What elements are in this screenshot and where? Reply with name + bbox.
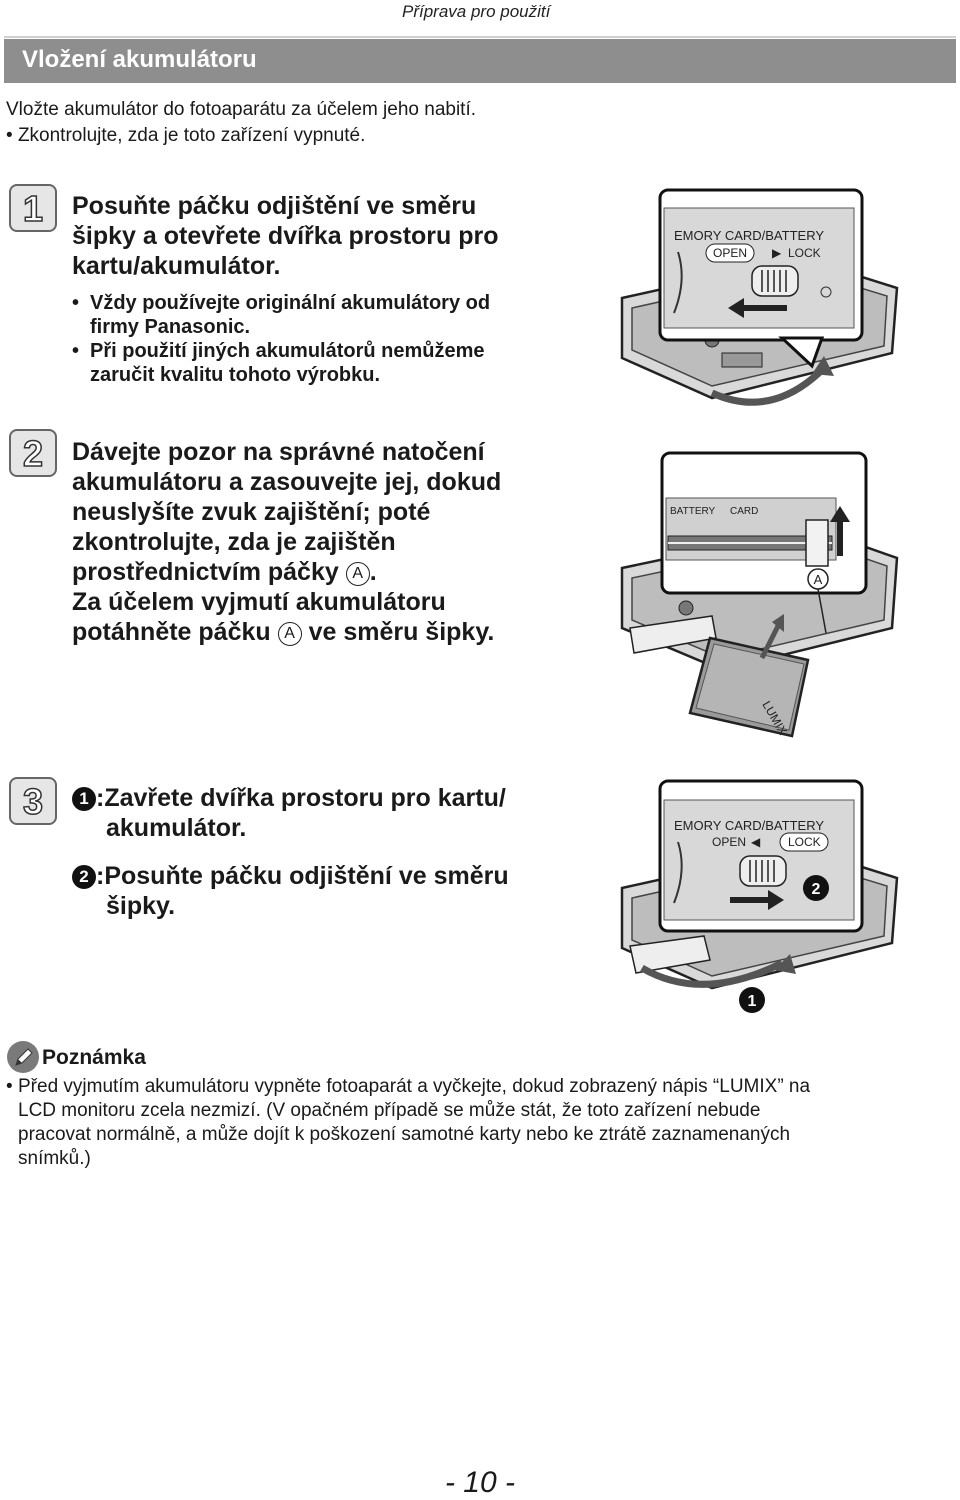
step-3-icon: [8, 776, 58, 826]
battery-brand: LUMIX: [759, 698, 790, 738]
marker-a: A: [346, 562, 370, 586]
open-label: OPEN: [713, 246, 748, 260]
bullet-text: Při použití jiných akumulátorů nemůžeme: [90, 340, 485, 362]
step-1-illustration: [612, 188, 912, 418]
note-text: Před vyjmutím akumulátoru vypněte fotoaparát a vyčkejte, dokud zobrazený nápis “LUMIX” na: [18, 1076, 811, 1097]
step-2-line: [72, 557, 501, 587]
bullet-text: zaručit kvalitu tohoto výrobku.: [90, 364, 381, 386]
step-2-line: Dávejte pozor na správné natočení: [72, 438, 485, 466]
marker-2: 2: [811, 881, 821, 898]
step-1-bullets: [72, 291, 490, 387]
list-item: [72, 363, 490, 387]
open-label: OPEN: [712, 835, 747, 849]
lock-label: LOCK: [788, 835, 821, 849]
marker-a: A: [813, 572, 823, 587]
illustration-label: EMORY CARD/BATTERY: [674, 228, 825, 243]
list-item: [72, 783, 509, 843]
step-2-text: [72, 437, 501, 647]
step-3-item-number: 1: [72, 787, 96, 811]
step-2-line: neuslyšíte zvuk zajištění; poté: [72, 498, 431, 526]
page-number: - 10 -: [444, 1466, 516, 1499]
step-3-item-line: :Posuňte páčku odjištění ve směru: [96, 862, 509, 890]
step-1-icon: [8, 183, 58, 233]
note-text: snímků.): [18, 1148, 91, 1169]
intro-line: Vložte akumulátor do fotoaparátu za účelem jeho nabití.: [6, 99, 477, 120]
section-header: Příprava pro použití: [402, 2, 551, 21]
note-heading: Poznámka: [42, 1046, 146, 1069]
note-line: [6, 1147, 954, 1171]
step-2-line-text: prostřednictvím páčky: [72, 558, 339, 586]
step-3-item-text: [96, 861, 509, 921]
note-icon: [6, 1040, 40, 1074]
list-item: [72, 315, 490, 339]
step-2-line-text: .: [369, 558, 377, 586]
step-1-number: 1: [22, 188, 44, 229]
step-3-item-line: šipky.: [106, 892, 176, 920]
step-3-illustration: [612, 778, 912, 1018]
list-item: • Vždy používejte originální akumulátory od: [72, 292, 491, 314]
step-1-title: [72, 191, 499, 281]
note-text: pracovat normálně, a může dojít k poškození samotné karty nebo ke ztrátě zaznamenaných: [18, 1124, 791, 1145]
note-line: • Před vyjmutím akumulátoru vypněte fotoaparát a vyčkejte, dokud zobrazený nápis “LUMIX” na: [6, 1076, 811, 1097]
note-line: [6, 1099, 954, 1123]
step-2-illustration: [612, 448, 912, 748]
step-2-line: zkontrolujte, zda je zajištěn: [72, 528, 396, 556]
marker-a: A: [278, 622, 302, 646]
intro-bullet-text: Zkontrolujte, zda je toto zařízení vypnuté.: [17, 125, 366, 146]
step-3-item-line: akumulátor.: [106, 814, 247, 842]
note-body: [6, 1075, 954, 1171]
battery-label: BATTERY: [670, 506, 716, 517]
card-label: CARD: [730, 506, 759, 517]
step-2-number: 2: [22, 433, 44, 474]
step-3-item-number: 2: [72, 865, 96, 889]
list-item: • Při použití jiných akumulátorů nemůžeme: [72, 340, 485, 362]
bullet-text: Vždy používejte originální akumulátory od: [90, 292, 491, 314]
step-2-line-text: potáhněte páčku: [72, 618, 271, 646]
step-3-items: [72, 783, 509, 921]
marker-1: 1: [747, 993, 757, 1010]
intro-bullet: • Zkontrolujte, zda je toto zařízení vypnuté.: [6, 125, 366, 146]
step-2-line: akumulátoru a zasouvejte jej, dokud: [72, 468, 502, 496]
note-line: [6, 1123, 954, 1147]
step-2-icon: [8, 428, 58, 478]
svg-text:◀: ◀: [751, 835, 761, 849]
step-1-title-line: šipky a otevřete dvířka prostoru pro: [72, 222, 499, 250]
step-3-item-text: [96, 783, 506, 843]
step-3-number: 3: [22, 781, 44, 822]
list-item: [72, 861, 509, 921]
step-3-item-line: :Zavřete dvířka prostoru pro kartu/: [96, 784, 506, 812]
page-title: Vložení akumulátoru: [22, 46, 257, 73]
lock-label: LOCK: [788, 246, 821, 260]
bullet-text: firmy Panasonic.: [90, 316, 251, 338]
intro-text: [6, 97, 476, 149]
step-2-line-text: ve směru šipky.: [308, 618, 495, 646]
svg-text:▶: ▶: [772, 246, 782, 260]
step-2-line: Za účelem vyjmutí akumulátoru: [72, 588, 446, 616]
step-2-line: [72, 617, 501, 647]
header-divider: [4, 36, 956, 38]
illustration-label: EMORY CARD/BATTERY: [674, 818, 825, 833]
step-1-title-line: kartu/akumulátor.: [72, 252, 281, 280]
step-1-title-line: Posuňte páčku odjištění ve směru: [72, 192, 477, 220]
note-text: LCD monitoru zcela nezmizí. (V opačném případě se může stát, že toto zařízení nebude: [18, 1100, 761, 1121]
